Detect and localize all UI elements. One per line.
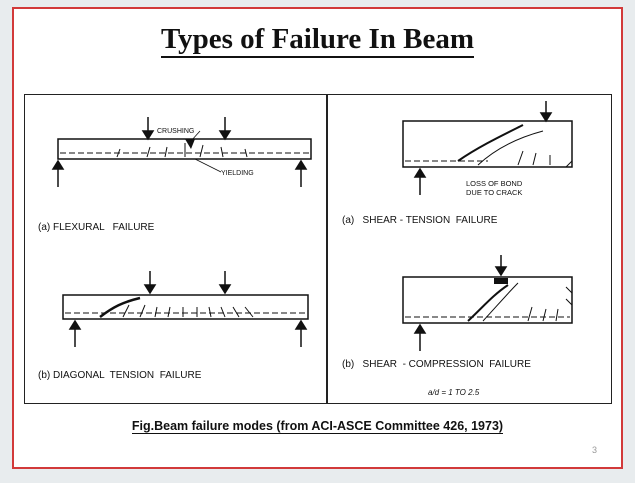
flexural-failure-label: (a) FLEXURAL FAILURE — [38, 222, 155, 233]
diagonal-load-arrows — [145, 271, 230, 293]
flexural-support-arrows — [53, 161, 306, 187]
loss-of-bond-note-line2: DUE TO CRACK — [466, 188, 523, 197]
shear-tension-load-arrow — [541, 101, 551, 121]
slide — [12, 7, 623, 469]
yielding-leader — [195, 159, 221, 172]
page-number: 3 — [591, 445, 597, 455]
shear-tension-failure-label: (a) SHEAR - TENSION FAILURE — [342, 215, 498, 226]
figure-caption: Fig.Beam failure modes (from ACI-ASCE Committee 426, 1973) — [131, 419, 504, 433]
right-panel — [327, 94, 612, 404]
compression-crushing-zone — [494, 278, 508, 284]
diagonal-tension-beam — [63, 295, 308, 319]
right-panel-diagrams — [328, 95, 613, 405]
shear-compression-support-arrow — [415, 325, 425, 351]
crushing-zone — [185, 139, 195, 149]
shear-tension-support-arrow — [415, 169, 425, 195]
shear-tension-beam — [403, 121, 572, 167]
left-panel — [24, 94, 327, 404]
shear-compression-beam — [403, 277, 572, 323]
flexural-beam — [58, 139, 311, 159]
crushing-label: CRUSHING — [157, 128, 195, 135]
shear-compression-failure-label: (b) SHEAR - COMPRESSION FAILURE — [342, 359, 531, 370]
loss-of-bond-note-line1: LOSS OF BOND — [466, 179, 523, 188]
shear-compression-load-arrow — [496, 255, 506, 275]
left-panel-diagrams — [25, 95, 328, 405]
slide-title: Types of Failure In Beam — [14, 23, 621, 56]
ad-ratio-label: a/d = 1 TO 2.5 — [428, 388, 480, 397]
yielding-label: YIELDING — [221, 170, 254, 177]
diagonal-support-arrows — [70, 321, 306, 347]
diagonal-tension-failure-label: (b) DIAGONAL TENSION FAILURE — [38, 370, 202, 381]
